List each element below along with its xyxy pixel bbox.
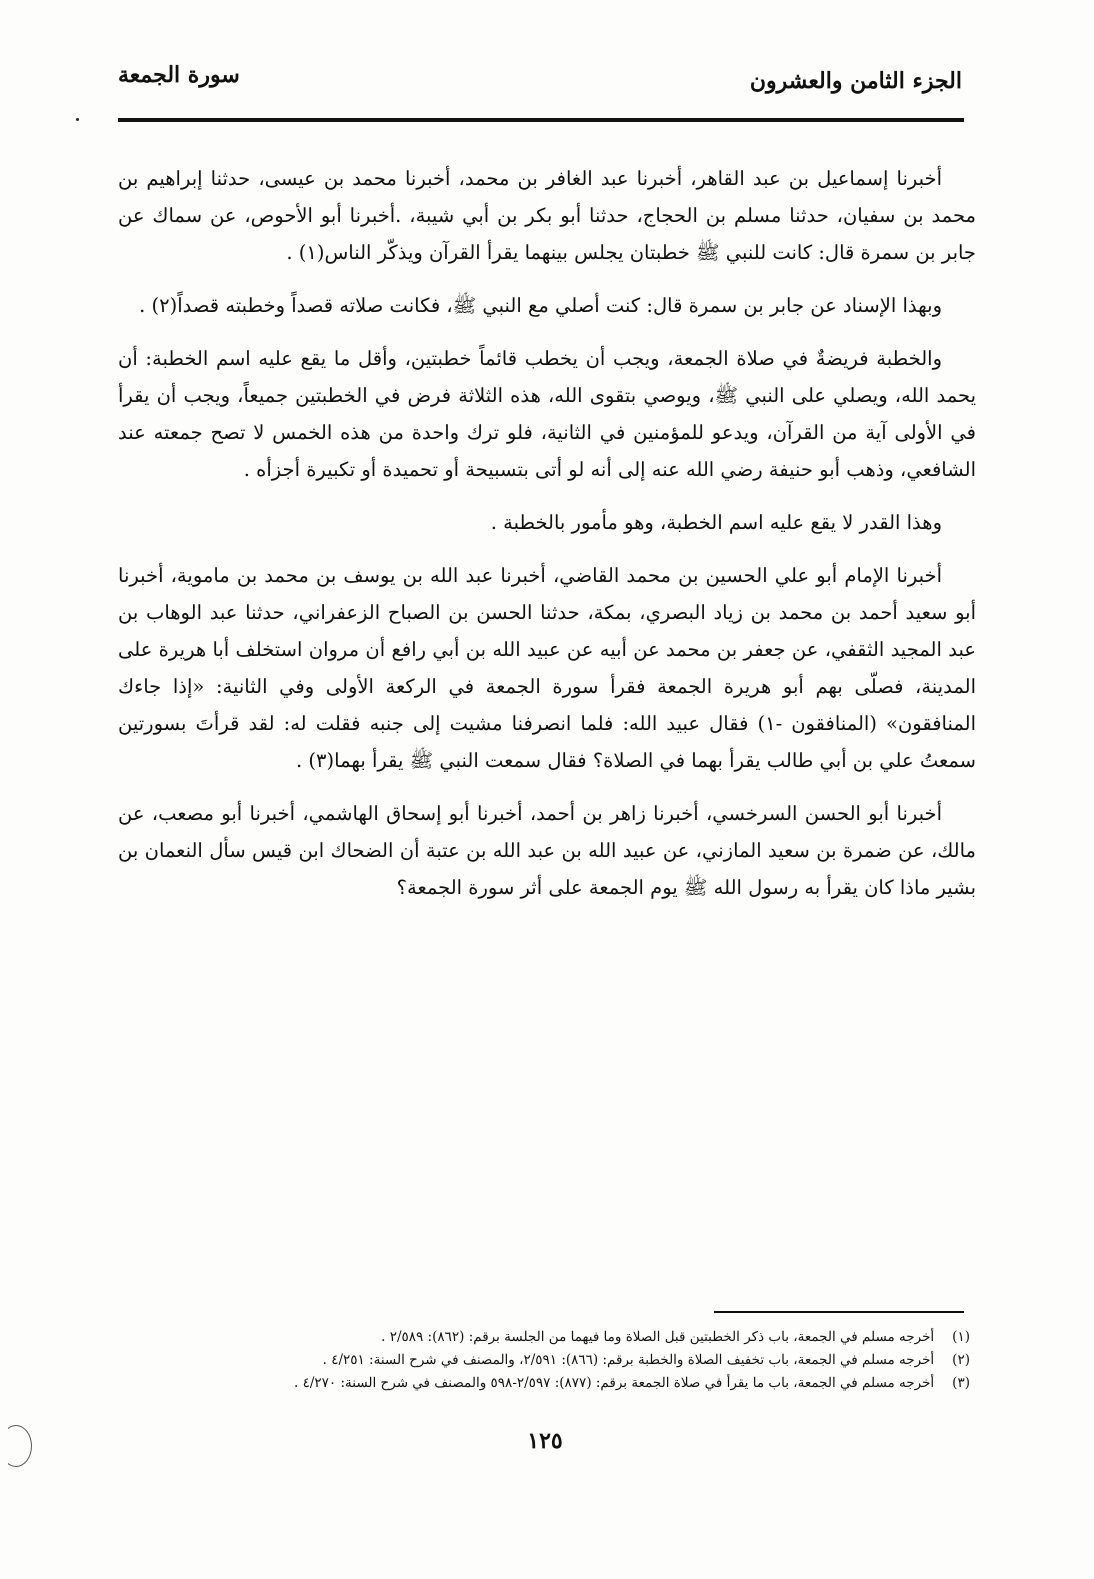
margin-dot bbox=[76, 118, 79, 121]
footnote-number: (٣) bbox=[952, 1375, 970, 1391]
footnote-2 bbox=[150, 1349, 970, 1372]
main-text bbox=[118, 160, 976, 922]
running-header bbox=[110, 58, 962, 108]
footnote-3 bbox=[150, 1372, 970, 1395]
footnote-text: أخرجه مسلم في الجمعة، باب تخفيف الصلاة والخطبة برقم: (٨٦٦): ٢/٥٩١، والمصنف في شرح السنة: ٤/٢٥١ . bbox=[322, 1352, 935, 1368]
part-title: الجزء الثامن والعشرون bbox=[749, 68, 962, 94]
page-number: ١٢٥ bbox=[527, 1428, 563, 1454]
footnote-text: أخرجه مسلم في الجمعة، باب ما يقرأ في صلاة الجمعة برقم: (٨٧٧): ٢/٥٩٧-٥٩٨ والمصنف في شرح السنة: ٤/٢٧٠ . bbox=[294, 1375, 935, 1391]
paragraph-3: والخطبة فريضةٌ في صلاة الجمعة، ويجب أن يخطب قائماً خطبتين، وأقل ما يقع عليه اسم الخطبة: أن يحمد الله، ويصلي على النبي ﷺ، ويوصي بتقوى الله، هذه الثلاثة فرض في الخطبتين جميعاً، ويجب أن يقرأ في الأولى آية من القرآن، ويدعو للمؤمنين في الثانية، فلو ترك واحدة من هذه الخمس لا تصح جمعته عند الشافعي، وذهب أبو حنيفة رضي الله عنه إلى أنه لو أتى بتسبيحة أو تحميدة أو تكبيرة أجزأه . bbox=[118, 347, 976, 481]
header-rule bbox=[118, 118, 964, 122]
footnote-rule bbox=[714, 1311, 964, 1313]
paragraph-1: أخبرنا إسماعيل بن عبد القاهر، أخبرنا عبد الغافر بن محمد، أخبرنا محمد بن عيسى، حدثنا إبراهيم بن محمد بن سفيان، حدثنا مسلم بن الحجاج، حدثنا أبو بكر بن أبي شيبة، .أخبرنا أبو الأحوص، عن سماك عن جابر بن سمرة قال: كانت للنبي ﷺ خطبتان يجلس بينهما يقرأ القرآن ويذكّر الناس(١) . bbox=[118, 167, 976, 264]
footnotes bbox=[150, 1326, 970, 1395]
surah-title: سورة الجمعة bbox=[118, 62, 240, 88]
paragraph-2: وبهذا الإسناد عن جابر بن سمرة قال: كنت أصلي مع النبي ﷺ، فكانت صلاته قصداً وخطبته قصداً(٢) . bbox=[139, 294, 942, 317]
paragraph-4: وهذا القدر لا يقع عليه اسم الخطبة، وهو مأمور بالخطبة . bbox=[490, 511, 942, 534]
footnote-number: (١) bbox=[952, 1329, 970, 1345]
paragraph-5: أخبرنا الإمام أبو علي الحسين بن محمد القاضي، أخبرنا عبد الله بن يوسف بن محمد بن ماموية، أخبرنا أبو سعيد أحمد بن محمد بن زياد البصري، بمكة، حدثنا الحسن بن الصباح الزعفراني، حدثنا عبد الوهاب بن عبد المجيد الثقفي، عن جعفر بن محمد عن أبيه عن عبيد الله بن أبي رافع أن مروان استخلف أبا هريرة على المدينة، فصلّى بهم أبو هريرة الجمعة فقرأ سورة الجمعة في الركعة الأولى وفي الثانية: «إذا جاءك المنافقون» (المنافقون -١) فقال عبيد الله: فلما انصرفنا مشيت إلى جنبه فقلت له: لقد قرأتَ بسورتين سمعتُ علي بن أبي طالب يقرأ بهما في الصلاة؟ فقال سمعت النبي ﷺ يقرأ بهما(٣) . bbox=[118, 564, 976, 772]
scan-margin-mark bbox=[0, 1425, 32, 1467]
footnote-number: (٢) bbox=[952, 1352, 970, 1368]
footnote-1 bbox=[150, 1326, 970, 1349]
paragraph-6: أخبرنا أبو الحسن السرخسي، أخبرنا زاهر بن أحمد، أخبرنا أبو إسحاق الهاشمي، أخبرنا أبو مصعب، عن مالك، عن ضمرة بن سعيد المازني، عن عبيد الله بن عبد الله بن عتبة أن الضحاك ابن قيس سأل النعمان بن بشير ماذا كان يقرأ به رسول الله ﷺ يوم الجمعة على أثر سورة الجمعة؟ bbox=[118, 802, 976, 899]
footnote-text: أخرجه مسلم في الجمعة، باب ذكر الخطبتين قبل الصلاة وما فيهما من الجلسة برقم: (٨٦٢): ٢/٥٨٩ . bbox=[381, 1329, 935, 1345]
